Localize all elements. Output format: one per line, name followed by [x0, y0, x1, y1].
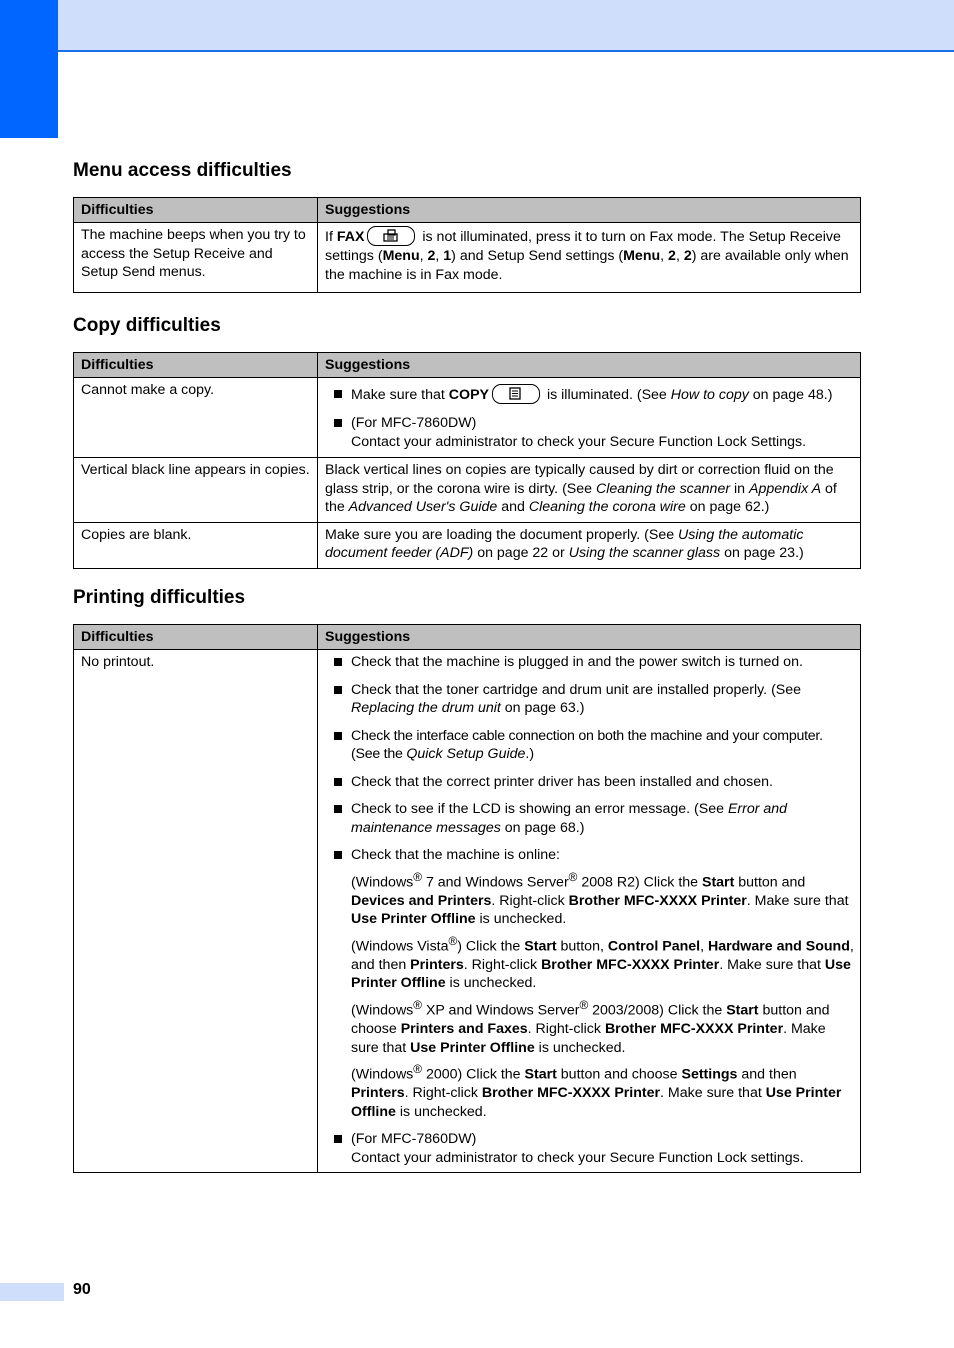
ui-term: Start [524, 938, 557, 955]
text: XP and Windows Server [422, 1002, 580, 1019]
ui-term: Brother MFC-XXXX Printer [568, 892, 747, 909]
table-row [74, 650, 861, 1173]
difficulty-cell: The machine beeps when you try to access the Setup Receive and Setup Send menus. [74, 223, 318, 293]
text: . Right-click [404, 1085, 482, 1102]
square-bullet-icon [334, 805, 342, 813]
page-number: 90 [73, 1281, 91, 1298]
text: and then [737, 1066, 797, 1083]
fax-button-icon [367, 226, 415, 246]
windows-vista-instructions [351, 932, 854, 993]
text: is illuminated. (See [543, 386, 671, 403]
table-header-row [74, 353, 861, 378]
text: ) are available only when the machine is in Fax mode. [325, 248, 849, 283]
text: Check that the machine is online: [351, 847, 560, 863]
registered-mark: ® [413, 997, 422, 1012]
text: button and choose [556, 1066, 682, 1083]
text: Check that the correct printer driver has been installed and chosen. [351, 773, 773, 790]
text: (For MFC-7860DW) [351, 415, 477, 431]
table-row [74, 522, 861, 568]
list-item [325, 727, 854, 764]
copy-key-label: COPY [448, 386, 490, 403]
text: is unchecked. [534, 1039, 626, 1056]
ui-term: Control Panel [607, 938, 701, 955]
cross-reference: How to copy [670, 386, 749, 403]
ui-term: Start [726, 1002, 759, 1019]
column-header-difficulties: Difficulties [74, 198, 318, 223]
copy-button-icon [492, 384, 540, 404]
list-item [325, 681, 854, 718]
ui-term: Brother MFC-XXXX Printer [604, 1021, 784, 1038]
column-header-suggestions: Suggestions [318, 625, 861, 650]
text: . Make sure that [351, 1021, 826, 1056]
difficulty-cell: Cannot make a copy. [74, 378, 318, 458]
text: (For MFC-7860DW) [351, 1131, 477, 1148]
suggestion-cell [318, 522, 861, 568]
text: 2000) Click the [422, 1066, 525, 1083]
table-row [74, 458, 861, 523]
fax-key-label: FAX [336, 228, 365, 245]
text: on page 63.) [500, 700, 585, 716]
square-bullet-icon [334, 1135, 342, 1143]
ui-term: Settings [681, 1066, 738, 1083]
suggestion-cell [318, 458, 861, 523]
registered-mark: ® [448, 933, 458, 948]
list-item [325, 385, 854, 405]
table-header-row [74, 198, 861, 223]
text: .) [525, 746, 535, 762]
chapter-tab [0, 0, 58, 138]
section-title-printing: Printing difficulties [73, 587, 246, 608]
text: is unchecked. [395, 1103, 487, 1120]
ui-term: Hardware and Sound [707, 938, 850, 955]
top-header-band [0, 0, 954, 52]
cross-reference: Cleaning the scanner [595, 480, 731, 497]
ui-term: Start [701, 874, 735, 891]
square-bullet-icon [334, 778, 342, 786]
key-digit: 2 [683, 248, 692, 264]
list-item [325, 846, 854, 1121]
table-row [74, 378, 861, 458]
text: 2003/2008) Click the [588, 1002, 727, 1019]
text: ) and Setup Send settings ( [451, 248, 624, 264]
difficulty-cell: No printout. [74, 650, 318, 1173]
text: . Make sure that [660, 1085, 766, 1102]
text: (Windows [351, 1066, 414, 1083]
ui-term: Use Printer Offline [351, 1085, 842, 1120]
square-bullet-icon [334, 390, 342, 398]
cross-reference: Error and maintenance messages [351, 801, 788, 836]
table-header-row [74, 625, 861, 650]
text: . Right-click [527, 1021, 605, 1038]
text: ) Click the [457, 938, 525, 955]
ui-term: Start [524, 1066, 557, 1083]
ui-term: Devices and Printers [351, 892, 492, 909]
text: on page 62.) [685, 499, 770, 515]
cross-reference: Cleaning the corona wire [528, 499, 686, 515]
text: Check that the machine is plugged in and the power switch is turned on. [351, 654, 803, 670]
section-title-copy: Copy difficulties [73, 315, 221, 336]
column-header-suggestions: Suggestions [318, 198, 861, 223]
text: button, [556, 938, 608, 955]
text: on page 68.) [500, 819, 585, 836]
windows-2000-instructions [351, 1060, 854, 1121]
ui-term: Printers and Faxes [400, 1021, 528, 1038]
square-bullet-icon [334, 686, 342, 694]
text: on page 23.) [720, 545, 804, 561]
ui-term: Use Printer Offline [410, 1039, 535, 1056]
ui-term: Use Printer Offline [351, 911, 476, 928]
list-item [325, 773, 854, 792]
ui-term: Use Printer Offline [351, 956, 851, 992]
printing-difficulties-table [73, 624, 861, 1173]
text: , and then [351, 938, 854, 973]
text: is not illuminated, press it to turn on Fax mode. The Setup Receive settings ( [325, 228, 841, 264]
menu-key-label: Menu [623, 248, 661, 264]
text: . Right-click [463, 956, 542, 973]
text: Make sure you are loading the document properly. (See [325, 526, 679, 543]
text: . Right-click [491, 892, 569, 909]
text: (Windows [351, 1002, 414, 1019]
text: , [435, 248, 444, 264]
copy-difficulties-table [73, 352, 861, 569]
difficulty-cell: Vertical black line appears in copies. [74, 458, 318, 523]
text: on page 22 or [473, 545, 569, 561]
text: , [675, 248, 684, 264]
text: of the [325, 480, 837, 515]
text: (Windows [351, 874, 414, 891]
column-header-difficulties: Difficulties [74, 353, 318, 378]
registered-mark: ® [568, 869, 578, 884]
ui-term: Printers [410, 956, 464, 973]
text: Check to see if the LCD is showing an error message. (See [351, 801, 728, 817]
suggestion-cell [318, 650, 861, 1173]
square-bullet-icon [334, 419, 342, 427]
text: . Make sure that [746, 892, 849, 909]
text: and [497, 499, 529, 515]
table-row [74, 223, 861, 293]
square-bullet-icon [334, 851, 342, 859]
square-bullet-icon [334, 658, 342, 666]
text: button and [734, 874, 806, 891]
text: is unchecked. [475, 911, 567, 928]
column-header-suggestions: Suggestions [318, 353, 861, 378]
text: Check the interface cable connection on both the machine and your computer. (See the [351, 727, 823, 762]
text: 7 and Windows Server [422, 874, 569, 891]
page-footer-tab [0, 1283, 64, 1301]
menu-difficulties-table [73, 197, 861, 293]
text: 2008 R2) Click the [577, 874, 702, 891]
text: button and choose [351, 1002, 830, 1038]
registered-mark: ® [413, 869, 422, 884]
text: in [730, 480, 750, 497]
text: (Windows Vista [351, 938, 449, 955]
suggestion-cell [318, 378, 861, 458]
text: Check that the toner cartridge and drum unit are installed properly. (See [351, 681, 802, 698]
text: is unchecked. [445, 975, 537, 992]
registered-mark: ® [579, 997, 589, 1012]
text: , [700, 938, 708, 955]
list-item [325, 800, 854, 837]
cross-reference: Replacing the drum unit [351, 700, 501, 716]
windows-xp-instructions [351, 996, 854, 1057]
cross-reference: Appendix A [749, 480, 822, 497]
text: , [660, 248, 669, 264]
ui-term: Brother MFC-XXXX Printer [481, 1085, 661, 1102]
cross-reference: Using the scanner glass [568, 545, 721, 561]
text: Contact your administrator to check your Secure Function Lock settings. [351, 1149, 804, 1166]
cross-reference: Advanced User's Guide [348, 499, 498, 515]
text: If [325, 228, 337, 245]
section-title-menu: Menu access difficulties [73, 160, 292, 181]
column-header-difficulties: Difficulties [74, 625, 318, 650]
list-item [325, 414, 854, 451]
registered-mark: ® [413, 1062, 422, 1077]
key-digit: 2 [668, 248, 676, 264]
list-item [325, 653, 854, 672]
ui-term: Printers [351, 1085, 405, 1102]
cross-reference: Quick Setup Guide [406, 746, 526, 762]
menu-key-label: Menu [382, 248, 420, 264]
suggestion-list [325, 385, 854, 451]
key-digit: 2 [427, 248, 436, 264]
text: Black vertical lines on copies are typically caused by dirt or correction fluid on the glass strip, or the corona wire is dirty. (See [325, 462, 834, 497]
square-bullet-icon [334, 732, 342, 740]
text: , [419, 248, 428, 264]
suggestion-list [325, 653, 854, 1167]
cross-reference: Using the automatic document feeder (ADF) [325, 526, 804, 561]
suggestion-cell [318, 223, 861, 293]
windows-7-instructions [351, 868, 854, 929]
difficulty-cell: Copies are blank. [74, 522, 318, 568]
text: Contact your administrator to check your Secure Function Lock Settings. [351, 433, 807, 450]
list-item [325, 1130, 854, 1167]
key-digit: 1 [443, 248, 452, 264]
text: . Make sure that [719, 956, 825, 973]
ui-term: Brother MFC-XXXX Printer [541, 956, 720, 973]
text: Make sure that [351, 386, 449, 403]
text: on page 48.) [748, 386, 833, 403]
